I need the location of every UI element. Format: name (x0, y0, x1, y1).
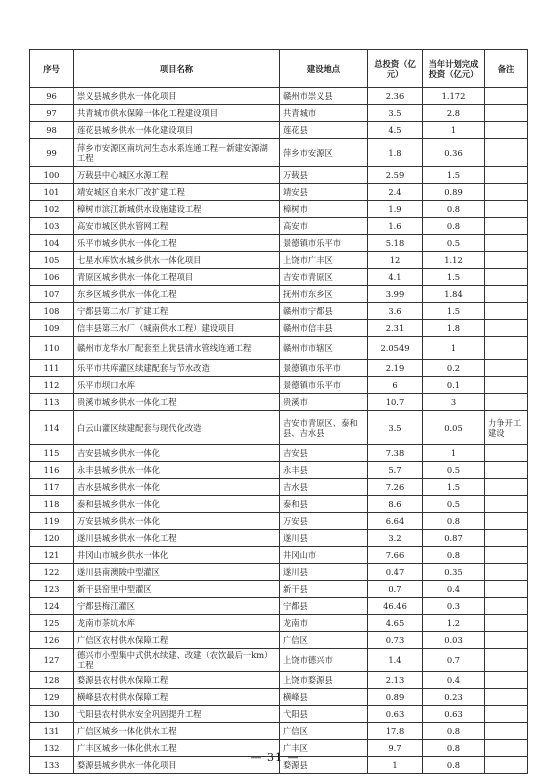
remark (485, 445, 528, 462)
project-name: 共青城市供水保障一体化工程建设项目 (74, 105, 280, 122)
header-location: 建设地点 (280, 50, 368, 88)
row-number: 99 (30, 139, 74, 167)
location: 广丰区 (280, 740, 368, 757)
project-name: 万安县城乡供水一体化 (74, 513, 280, 530)
row-number: 117 (30, 479, 74, 496)
project-name: 贵溪市城乡供水一体化工程 (74, 394, 280, 411)
plan-investment: 0.8 (423, 723, 485, 740)
plan-investment: 0.87 (423, 530, 485, 547)
project-name: 赣州市龙华水厂配套至上犹县清水管线连通工程 (74, 337, 280, 360)
total-investment: 6 (368, 377, 423, 394)
location: 吉安市青原区 (280, 269, 368, 286)
remark (485, 360, 528, 377)
remark (485, 564, 528, 581)
row-number: 110 (30, 337, 74, 360)
header-no: 序号 (30, 50, 74, 88)
total-investment: 0.73 (368, 632, 423, 649)
plan-investment: 3 (423, 394, 485, 411)
remark (485, 105, 528, 122)
total-investment: 7.66 (368, 547, 423, 564)
location: 万载县 (280, 167, 368, 184)
location: 弋阳县 (280, 706, 368, 723)
table-row (30, 122, 528, 139)
total-investment: 3.5 (368, 411, 423, 445)
remark (485, 377, 528, 394)
row-number: 129 (30, 689, 74, 706)
total-investment: 4.65 (368, 615, 423, 632)
remark (485, 672, 528, 689)
total-investment: 7.26 (368, 479, 423, 496)
location: 广信区 (280, 723, 368, 740)
plan-investment: 0.7 (423, 649, 485, 672)
table-row (30, 377, 528, 394)
remark (485, 632, 528, 649)
total-investment: 1.8 (368, 139, 423, 167)
location: 遂川县 (280, 530, 368, 547)
total-investment: 1.6 (368, 218, 423, 235)
remark (485, 303, 528, 320)
plan-investment: 0.05 (423, 411, 485, 445)
plan-investment: 0.8 (423, 201, 485, 218)
plan-investment: 0.2 (423, 360, 485, 377)
row-number: 128 (30, 672, 74, 689)
row-number: 121 (30, 547, 74, 564)
table-row (30, 723, 528, 740)
project-name: 萍乡市安源区南坑河生态水系连通工程－新建安源湖工程 (74, 139, 280, 167)
project-name: 信丰县第三水厂（城南供水工程）建设项目 (74, 320, 280, 337)
remark (485, 286, 528, 303)
project-name: 吉水县城乡供水一体化 (74, 479, 280, 496)
location: 井冈山市 (280, 547, 368, 564)
total-investment: 46.46 (368, 598, 423, 615)
total-investment: 5.18 (368, 235, 423, 252)
location: 婺源县 (280, 757, 368, 774)
plan-investment: 1 (423, 122, 485, 139)
remark (485, 139, 528, 167)
location: 靖安县 (280, 184, 368, 201)
project-name: 广信区城乡一体化供水工程 (74, 723, 280, 740)
table-row (30, 689, 528, 706)
table-header-row (30, 50, 528, 88)
remark (485, 320, 528, 337)
total-investment: 6.64 (368, 513, 423, 530)
project-name: 乐平市城乡供水一体化工程 (74, 235, 280, 252)
table-row (30, 479, 528, 496)
row-number: 102 (30, 201, 74, 218)
location: 樟树市 (280, 201, 368, 218)
row-number: 118 (30, 496, 74, 513)
remark (485, 598, 528, 615)
remark (485, 723, 528, 740)
total-investment: 0.63 (368, 706, 423, 723)
location: 宁都县 (280, 598, 368, 615)
table-row (30, 496, 528, 513)
project-name: 广丰区城乡一体化供水工程 (74, 740, 280, 757)
table-row (30, 303, 528, 320)
project-name: 高安市城区供水管网工程 (74, 218, 280, 235)
remark (485, 479, 528, 496)
project-name: 七星水库饮水城乡供水一体化项目 (74, 252, 280, 269)
plan-investment: 1.8 (423, 320, 485, 337)
plan-investment: 0.5 (423, 496, 485, 513)
project-name: 樟树市滨江新城供水设施建设工程 (74, 201, 280, 218)
project-name: 婺源县农村供水保障工程 (74, 672, 280, 689)
row-number: 106 (30, 269, 74, 286)
remark (485, 581, 528, 598)
project-name: 东乡区城乡供水一体化工程 (74, 286, 280, 303)
remark (485, 201, 528, 218)
table-row (30, 547, 528, 564)
header-remark: 备注 (485, 50, 528, 88)
plan-investment: 0.8 (423, 757, 485, 774)
table-row (30, 598, 528, 615)
row-number: 133 (30, 757, 74, 774)
plan-investment: 0.8 (423, 547, 485, 564)
plan-investment: 1.12 (423, 252, 485, 269)
table-row (30, 360, 528, 377)
remark (485, 122, 528, 139)
total-investment: 2.59 (368, 167, 423, 184)
project-name: 宁都县第二水厂扩建工程 (74, 303, 280, 320)
plan-investment: 0.4 (423, 672, 485, 689)
remark: 力争开工建设 (485, 411, 528, 445)
table-row (30, 411, 528, 445)
plan-investment: 0.3 (423, 598, 485, 615)
total-investment: 2.19 (368, 360, 423, 377)
plan-investment: 1.172 (423, 88, 485, 105)
remark (485, 252, 528, 269)
location: 吉水县 (280, 479, 368, 496)
plan-investment: 1.5 (423, 303, 485, 320)
plan-investment: 0.35 (423, 564, 485, 581)
table-row (30, 581, 528, 598)
plan-investment: 1.2 (423, 615, 485, 632)
table-row (30, 269, 528, 286)
plan-investment: 0.8 (423, 513, 485, 530)
total-investment: 12 (368, 252, 423, 269)
project-name: 崇义县城乡供水一体化项目 (74, 88, 280, 105)
location: 横峰县 (280, 689, 368, 706)
row-number: 96 (30, 88, 74, 105)
location: 吉安市青原区、泰和县、吉水县 (280, 411, 368, 445)
project-name: 婺源县城乡供水一体化项目 (74, 757, 280, 774)
row-number: 111 (30, 360, 74, 377)
remark (485, 513, 528, 530)
remark (485, 496, 528, 513)
location: 永丰县 (280, 462, 368, 479)
row-number: 114 (30, 411, 74, 445)
project-name: 宁都县梅江灌区 (74, 598, 280, 615)
project-name: 井冈山市城乡供水一体化 (74, 547, 280, 564)
table-row (30, 252, 528, 269)
total-investment: 0.7 (368, 581, 423, 598)
table-row (30, 706, 528, 723)
row-number: 101 (30, 184, 74, 201)
location: 共青城市 (280, 105, 368, 122)
total-investment: 2.36 (368, 88, 423, 105)
plan-investment: 1 (423, 337, 485, 360)
project-name: 靖安城区自来水厂改扩建工程 (74, 184, 280, 201)
row-number: 122 (30, 564, 74, 581)
location: 莲花县 (280, 122, 368, 139)
total-investment: 3.99 (368, 286, 423, 303)
row-number: 98 (30, 122, 74, 139)
location: 赣州市宁都县 (280, 303, 368, 320)
row-number: 104 (30, 235, 74, 252)
location: 景德镇市乐平市 (280, 377, 368, 394)
remark (485, 235, 528, 252)
row-number: 108 (30, 303, 74, 320)
total-investment: 1 (368, 757, 423, 774)
total-investment: 9.7 (368, 740, 423, 757)
table-row (30, 201, 528, 218)
plan-investment: 0.23 (423, 689, 485, 706)
project-name: 永丰县城乡供水一体化 (74, 462, 280, 479)
table-row (30, 105, 528, 122)
table-row (30, 218, 528, 235)
plan-investment: 1 (423, 445, 485, 462)
plan-investment: 2.8 (423, 105, 485, 122)
remark (485, 530, 528, 547)
location: 赣州市信丰县 (280, 320, 368, 337)
table-row (30, 672, 528, 689)
project-name: 德兴市小型集中式供水续建、改建（农饮最后一km）工程 (74, 649, 280, 672)
row-number: 112 (30, 377, 74, 394)
location: 赣州市市辖区 (280, 337, 368, 360)
table-row (30, 513, 528, 530)
row-number: 120 (30, 530, 74, 547)
row-number: 123 (30, 581, 74, 598)
remark (485, 649, 528, 672)
remark (485, 706, 528, 723)
location: 上饶市德兴市 (280, 649, 368, 672)
row-number: 100 (30, 167, 74, 184)
plan-investment: 0.36 (423, 139, 485, 167)
remark (485, 337, 528, 360)
project-name: 吉安县城乡供水一体化 (74, 445, 280, 462)
plan-investment: 1.5 (423, 479, 485, 496)
location: 景德镇市乐平市 (280, 235, 368, 252)
location: 泰和县 (280, 496, 368, 513)
remark (485, 462, 528, 479)
table-row (30, 337, 528, 360)
location: 贵溪市 (280, 394, 368, 411)
row-number: 113 (30, 394, 74, 411)
row-number: 116 (30, 462, 74, 479)
total-investment: 1.9 (368, 201, 423, 218)
row-number: 97 (30, 105, 74, 122)
row-number: 103 (30, 218, 74, 235)
project-name: 泰和县城乡供水一体化 (74, 496, 280, 513)
total-investment: 4.5 (368, 122, 423, 139)
plan-investment: 0.03 (423, 632, 485, 649)
total-investment: 2.13 (368, 672, 423, 689)
project-name: 龙南市茶坑水库 (74, 615, 280, 632)
total-investment: 3.2 (368, 530, 423, 547)
total-investment: 0.89 (368, 689, 423, 706)
location: 遂川县 (280, 564, 368, 581)
location: 景德镇市乐平市 (280, 360, 368, 377)
row-number: 119 (30, 513, 74, 530)
table-row (30, 184, 528, 201)
total-investment: 1.4 (368, 649, 423, 672)
table-row (30, 286, 528, 303)
table-row (30, 530, 528, 547)
plan-investment: 0.1 (423, 377, 485, 394)
row-number: 131 (30, 723, 74, 740)
row-number: 109 (30, 320, 74, 337)
table-row (30, 615, 528, 632)
header-total-investment: 总投资（亿元） (368, 50, 423, 88)
row-number: 107 (30, 286, 74, 303)
plan-investment: 0.8 (423, 740, 485, 757)
location: 上饶市广丰区 (280, 252, 368, 269)
remark (485, 689, 528, 706)
table-row (30, 632, 528, 649)
plan-investment: 0.4 (423, 581, 485, 598)
project-name: 万载县中心城区水源工程 (74, 167, 280, 184)
total-investment: 3.6 (368, 303, 423, 320)
plan-investment: 0.89 (423, 184, 485, 201)
row-number: 132 (30, 740, 74, 757)
remark (485, 269, 528, 286)
total-investment: 8.6 (368, 496, 423, 513)
remark (485, 547, 528, 564)
total-investment: 0.47 (368, 564, 423, 581)
table-row (30, 139, 528, 167)
table-row (30, 320, 528, 337)
project-name: 青原区城乡供水一体化工程项目 (74, 269, 280, 286)
remark (485, 184, 528, 201)
row-number: 125 (30, 615, 74, 632)
table-row (30, 462, 528, 479)
row-number: 124 (30, 598, 74, 615)
project-name: 乐平市共库灌区续建配套与节水改造 (74, 360, 280, 377)
table-row (30, 564, 528, 581)
table-row (30, 445, 528, 462)
location: 抚州市东乡区 (280, 286, 368, 303)
remark (485, 615, 528, 632)
total-investment: 3.5 (368, 105, 423, 122)
project-name: 遂川县南澳陂中型灌区 (74, 564, 280, 581)
table-row (30, 235, 528, 252)
table-row (30, 394, 528, 411)
location: 赣州市崇义县 (280, 88, 368, 105)
total-investment: 10.7 (368, 394, 423, 411)
total-investment: 4.1 (368, 269, 423, 286)
row-number: 127 (30, 649, 74, 672)
project-name: 横峰县农村供水保障工程 (74, 689, 280, 706)
row-number: 115 (30, 445, 74, 462)
page-number: — 31 — (250, 751, 300, 764)
plan-investment: 0.5 (423, 235, 485, 252)
table-row (30, 649, 528, 672)
total-investment: 7.38 (368, 445, 423, 462)
header-plan-investment: 当年计划完成投资（亿元） (423, 50, 485, 88)
plan-investment: 0.8 (423, 218, 485, 235)
location: 吉安县 (280, 445, 368, 462)
project-name: 广信区农村供水保障工程 (74, 632, 280, 649)
plan-investment: 0.63 (423, 706, 485, 723)
row-number: 130 (30, 706, 74, 723)
row-number: 105 (30, 252, 74, 269)
total-investment: 17.8 (368, 723, 423, 740)
total-investment: 2.0549 (368, 337, 423, 360)
header-project-name: 项目名称 (74, 50, 280, 88)
location: 高安市 (280, 218, 368, 235)
location: 万安县 (280, 513, 368, 530)
location: 新干县 (280, 581, 368, 598)
project-name: 莲花县城乡供水一体化建设项目 (74, 122, 280, 139)
projects-table (29, 49, 528, 774)
plan-investment: 1.5 (423, 167, 485, 184)
total-investment: 2.4 (368, 184, 423, 201)
row-number: 126 (30, 632, 74, 649)
remark (485, 394, 528, 411)
project-name: 遂川县城乡供水一体化工程 (74, 530, 280, 547)
location: 龙南市 (280, 615, 368, 632)
remark (485, 88, 528, 105)
table-row (30, 167, 528, 184)
remark (485, 167, 528, 184)
remark (485, 218, 528, 235)
total-investment: 2.31 (368, 320, 423, 337)
table-row (30, 88, 528, 105)
project-name: 白云山灌区续建配套与现代化改造 (74, 411, 280, 445)
total-investment: 5.7 (368, 462, 423, 479)
location: 萍乡市安源区 (280, 139, 368, 167)
project-name: 弋阳县农村供水安全巩固提升工程 (74, 706, 280, 723)
project-name: 乐平市坝口水库 (74, 377, 280, 394)
plan-investment: 0.5 (423, 462, 485, 479)
location: 广信区 (280, 632, 368, 649)
plan-investment: 1.84 (423, 286, 485, 303)
plan-investment: 1.5 (423, 269, 485, 286)
location: 上饶市婺源县 (280, 672, 368, 689)
project-name: 新干县窑里中型灌区 (74, 581, 280, 598)
